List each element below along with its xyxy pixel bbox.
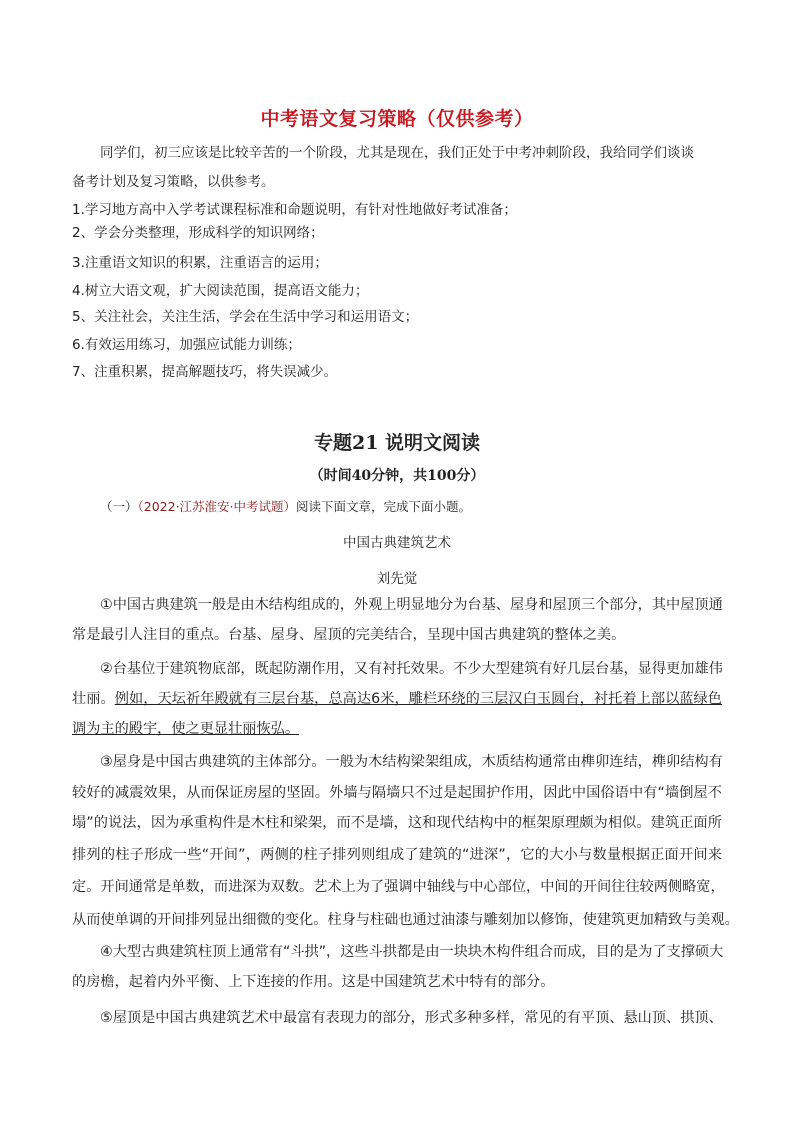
paragraph-line: ①中国古典建筑一般是由木结构组成的，外观上明显地分为台基、屋身和屋顶三个部分，其中屋顶通 <box>100 597 723 613</box>
paragraph-line: 排列的柱子形成一些“开间”，两侧的柱子排列则组成了建筑的“进深”，它的大小与数量根据正面开间来 <box>72 847 722 863</box>
strategy-item: 5、关注社会，关注生活，学会在生活中学习和运用语文； <box>72 309 419 325</box>
strategy-intro-line-2: 备考计划及复习策略，以供参考。 <box>72 174 275 190</box>
strategy-item: 7、注重积累，提高解题技巧，将失误减少。 <box>72 364 338 380</box>
paragraph-line: ③屋身是中国古典建筑的主体部分。一般为木结构梁架组成，木质结构通常由榫卯连结，榫卯结构有 <box>100 754 723 770</box>
strategy-item: 6.有效运用练习，加强应试能力训练； <box>72 337 301 353</box>
question-text: 阅读下面文章，完成下面小题。 <box>296 499 472 514</box>
paragraph-line <box>72 689 722 709</box>
paragraph-line: 定。开间通常是单数，而进深为双数。艺术上为了强调中轴线与中心部位，中间的开间往往较两侧略宽， <box>72 879 725 895</box>
section-subtitle: （时间40分钟，共100分） <box>309 468 485 484</box>
article-title: 中国古典建筑艺术 <box>343 535 451 551</box>
question-prefix: （一） <box>100 499 138 514</box>
strategy-item: 3.注重语文知识的积累，注重语言的运用； <box>72 255 328 271</box>
paragraph-line: ④大型古典建筑柱顶上通常有“斗拱”，这些斗拱都是由一块块木构件组合而成，目的是为了支撑硕大 <box>100 944 724 960</box>
strategy-intro-line-1: 同学们，初三应该是比较辛苦的一个阶段，尤其是现在，我们正处于中考冲刺阶段，我给同学们谈谈 <box>100 145 694 161</box>
paragraph-line: ②台基位于建筑物底部，既起防潮作用，又有衬托效果。不少大型建筑有好几层台基，显得更加雄伟 <box>100 661 723 677</box>
paragraph-line: 从而使单调的开间排列显出细微的变化。柱身与柱础也通过油漆与雕刻加以修饰，使建筑更加精致与美观。 <box>72 912 739 928</box>
paragraph-line: 塌”的说法，因为承重构件是木柱和梁架，而不是墙，这和现代结构中的框架原理颇为相似。建筑正面所 <box>72 815 722 831</box>
strategy-item: 1.学习地方高中入学考试课程标准和命题说明，有针对性地做好考试准备； <box>72 202 517 218</box>
question-header <box>100 497 471 517</box>
strategy-item: 2、学会分类整理，形成科学的知识网络； <box>72 225 324 241</box>
article-author: 刘先觉 <box>376 571 418 587</box>
underlined-example-sentence: 例如，天坛祈年殿就有三层台基，总高达6米，雕栏环绕的三层汉白玉圆台，衬托着上部以蓝绿色 <box>114 691 722 707</box>
underlined-example-sentence-end: 调为主的殿宇，使之更显壮丽恢弘。 <box>72 721 300 737</box>
paragraph-line: 的房檐，起着内外平衡、上下连接的作用。这是中国建筑艺术中特有的部分。 <box>72 974 555 990</box>
paragraph-fragment: 壮丽。 <box>72 691 115 707</box>
section-title: 专题21 说明文阅读 <box>313 432 481 454</box>
paragraph-line: ⑤屋顶是中国古典建筑艺术中最富有表现力的部分，形式多种多样，常见的有平顶、悬山顶、拱顶、 <box>100 1010 723 1026</box>
strategy-item: 4.树立大语文观，扩大阅读范围，提高语文能力； <box>72 283 369 299</box>
paragraph-line: 常是最引人注目的重点。台基、屋身、屋顶的完美结合，呈现中国古典建筑的整体之美。 <box>72 627 626 643</box>
strategy-title: 中考语文复习策略（仅供参考） <box>260 108 534 130</box>
question-source: （2022·江苏淮安·中考试题） <box>137 499 297 514</box>
paragraph-line: 较好的减震效果，从而保证房屋的坚固。外墙与隔墙只不过是起围护作用，因此中国俗语中有“墙倒屋不 <box>72 785 722 801</box>
